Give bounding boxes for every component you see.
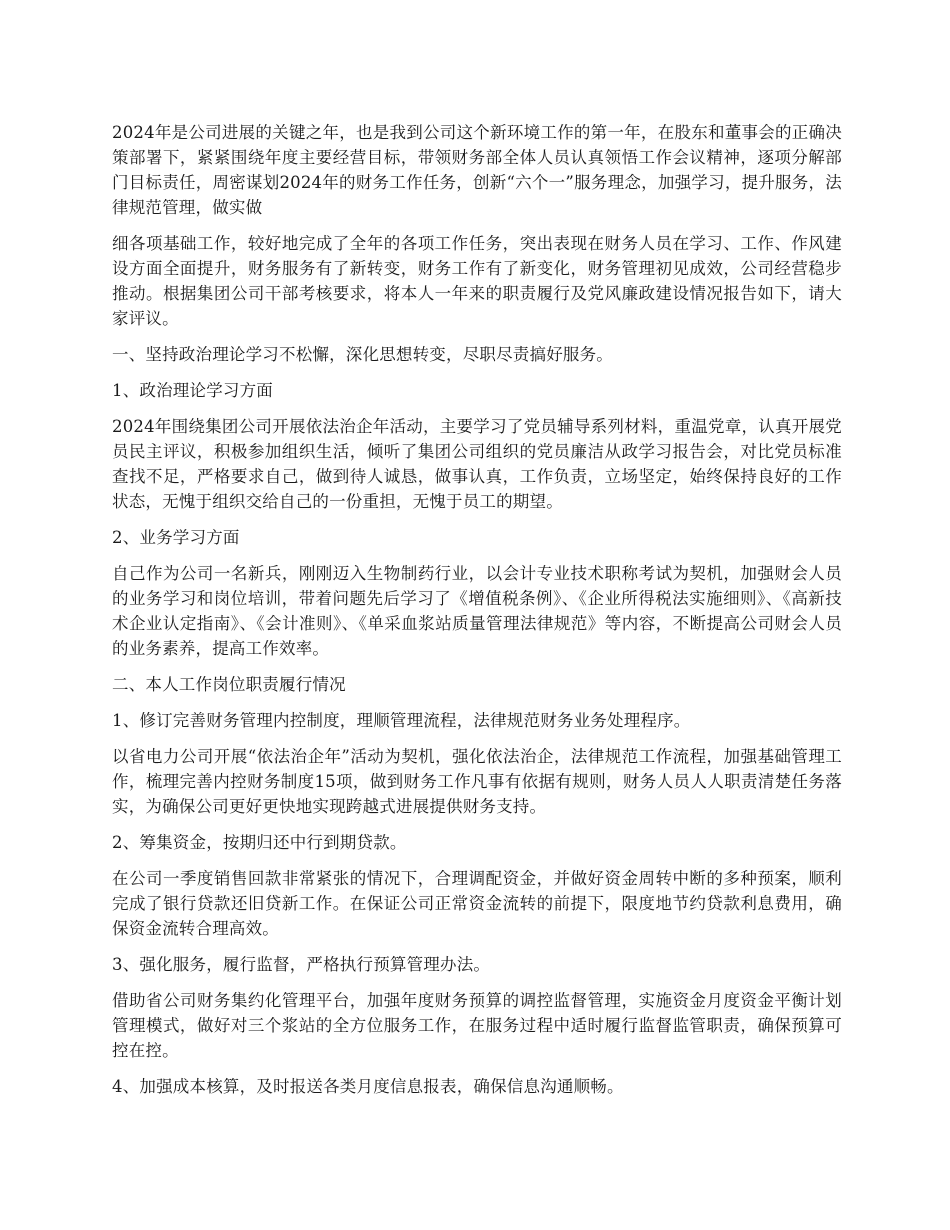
- internal-control-paragraph: 以省电力公司开展“依法治企年”活动为契机，强化依法治企，法律规范工作流程，加强基础管理工作，梳理完善内控财务制度15项，做到财务工作凡事有依据有规则，财务人员人人职责清楚任务落实，为确保公司更好更快地实现跨越式进展提供财务支持。: [112, 747, 842, 816]
- intro-paragraph: 2024年是公司进展的关键之年，也是我到公司这个新环境工作的第一年，在股东和董事会的正确决策部署下，紧紧围绕年度主要经营目标，带领财务部全体人员认真领悟工作会议精神，逐项分解部门目标责任，周密谋划2024年的财务工作任务，创新“六个一”服务理念，加强学习，提升服务，法律规范管理，做实做: [112, 123, 842, 217]
- subheading-cost-accounting: 4、加强成本核算，及时报送各类月度信息报表，确保信息沟通顺畅。: [112, 1077, 624, 1096]
- business-study-paragraph: 自己作为公司一名新兵，刚刚迈入生物制药行业，以会计专业技术职称考试为契机，加强财会人员的业务学习和岗位培训，带着问题先后学习了《增值税条例》、《企业所得税法实施细则》、《高新技术企业认定指南》、《会计准则》、《单采血浆站质量管理法律规范》等内容，不断提高公司财会人员的业务素养，提高工作效率。: [112, 564, 842, 658]
- subheading-internal-control: 1、修订完善财务管理内控制度，理顺管理流程，法律规范财务业务处理程序。: [112, 711, 691, 730]
- subheading-political-study: 1、政治理论学习方面: [112, 381, 273, 400]
- budget-supervision-paragraph: 借助省公司财务集约化管理平台，加强年度财务预算的调控监督管理，实施资金月度资金平衡计划管理模式，做好对三个浆站的全方位服务工作，在服务过程中适时履行监督监管职责，确保预算可控在控。: [112, 991, 842, 1060]
- intro-continuation-paragraph: 细各项基础工作，较好地完成了全年的各项工作任务，突出表现在财务人员在学习、工作、作风建设方面全面提升，财务服务有了新转变，财务工作有了新变化，财务管理初见成效，公司经营稳步推动。根据集团公司干部考核要求，将本人一年来的职责履行及党风廉政建设情况报告如下，请大家评议。: [112, 234, 842, 328]
- subheading-budget-supervision: 3、强化服务，履行监督，严格执行预算管理办法。: [112, 955, 491, 974]
- political-study-paragraph: 2024年围绕集团公司开展依法治企年活动，主要学习了党员辅导系列材料，重温党章，认真开展党员民主评议，积极参加组织生活，倾听了集团公司组织的党员廉洁从政学习报告会，对比党员标准查找不足，严格要求自己，做到待人诚恳，做事认真，工作负责，立场坚定，始终保持良好的工作状态，无愧于组织交给自己的一份重担，无愧于员工的期望。: [112, 417, 842, 511]
- subheading-business-study: 2、业务学习方面: [112, 528, 240, 547]
- section-heading-2: 二、本人工作岗位职责履行情况: [112, 675, 346, 694]
- document-body: [112, 120, 842, 1110]
- section-heading-1: 一、坚持政治理论学习不松懈，深化思想转变，尽职尽责搞好服务。: [112, 345, 613, 364]
- fundraising-paragraph: 在公司一季度销售回款非常紧张的情况下，合理调配资金，并做好资金周转中断的多种预案，顺利完成了银行贷款还旧贷新工作。在保证公司正常资金流转的前提下，限度地节约贷款利息费用，确保资金流转合理高效。: [112, 869, 842, 938]
- subheading-fundraising: 2、筹集资金，按期归还中行到期贷款。: [112, 833, 407, 852]
